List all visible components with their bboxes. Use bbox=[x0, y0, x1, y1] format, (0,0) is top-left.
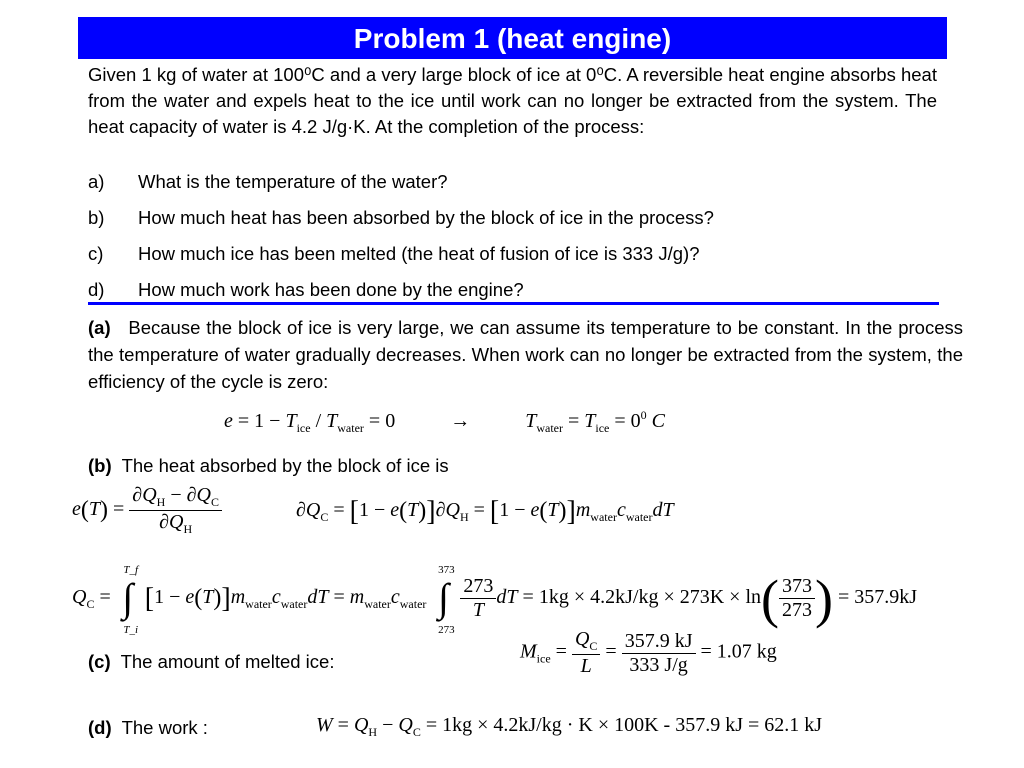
question-text: How much heat has been absorbed by the block of ice in the process? bbox=[138, 207, 714, 228]
ln-numerator: 373 bbox=[779, 575, 815, 599]
qc-result: = 357.9kJ bbox=[837, 586, 918, 608]
answer-label: (c) bbox=[88, 651, 111, 672]
integral-2: 373 ∫ 273 bbox=[431, 578, 455, 618]
answer-text: The heat absorbed by the block of ice is bbox=[121, 455, 449, 476]
answer-text: The work : bbox=[121, 717, 208, 738]
answer-text: The amount of melted ice: bbox=[120, 651, 335, 672]
question-letter: a) bbox=[88, 171, 105, 192]
slide-title: Problem 1 (heat engine) bbox=[78, 17, 947, 59]
heat-relation: $\partial Q_C = [1 - e(T)]\partial Q_H = [1 - e(T)]m_{water}c_{water}dT$ bbox=[296, 496, 674, 527]
question-b bbox=[88, 206, 714, 230]
answer-b bbox=[88, 452, 963, 479]
answer-text: Because the block of ice is very large, we can assume its temperature to be constant. In the process the temperature of water gradually decreases. When work can no longer be extracted from the system, the efficiency of the cycle is zero: bbox=[88, 317, 963, 392]
problem-statement: Given 1 kg of water at 100⁰C and a very large block of ice at 0⁰C. A reversible heat engine absorbs heat from the water and expels heat to the ice until work can no longer be extracted from the system. The heat capacity of water is 4.2 J/g·K. At the completion of the process: bbox=[88, 64, 937, 137]
answer-label: (b) bbox=[88, 455, 112, 476]
answer-label: (a) bbox=[88, 317, 111, 338]
question-a bbox=[88, 170, 448, 194]
heat-integral: $Q_C$ = T_f ∫ T_i $[1 - e(T)]m_{water}c_{water}dT = m_{water}c_{water}$ 373 ∫ 273 $\frac{273}{T}$ dT = 1kg × 4.2kJ/kg × 273K × ln( $\frac{373}{273}$ ) = 357.9kJ bbox=[72, 564, 918, 637]
mice-denominator: 333 J/g bbox=[629, 653, 688, 676]
work-equation: $W = Q_H - Q_C = 1kg \times 4.2kJ/kg \cdot K \times 100K - 357.9$ kJ = 62.1 kJ bbox=[316, 714, 823, 739]
integral-lower: T_i bbox=[123, 624, 139, 637]
ln-denominator: 273 bbox=[782, 598, 812, 621]
question-text: How much work has been done by the engine? bbox=[138, 279, 524, 300]
question-letter: c) bbox=[88, 243, 104, 264]
question-d bbox=[88, 278, 524, 302]
mice-result: = 1.07 kg bbox=[700, 640, 777, 663]
integral-upper: 373 bbox=[438, 564, 455, 577]
mice-numerator: 357.9 kJ bbox=[622, 630, 696, 654]
question-letter: b) bbox=[88, 207, 105, 228]
melted-ice-equation: $M_{ice}$ = $\frac{Q_C}{L}$ = $\frac{357.9 kJ}{333 J/g}$ = 1.07 kg bbox=[520, 628, 777, 677]
efficiency-equation: $e = 1 - T_{ice} / T_{water} = 0 \to T_{water} = T_{ice} = 0^0$ C bbox=[224, 408, 666, 435]
work-result: = 1kg × 4.2kJ/kg · K × 100K - 357.9 kJ = 62.1 kJ bbox=[425, 714, 823, 736]
integral-lower: 273 bbox=[438, 624, 455, 637]
efficiency-definition: e(T) = $\frac{\partial Q_H - \partial Q_C}{\partial Q_H}$ bbox=[72, 484, 222, 537]
question-c bbox=[88, 242, 699, 266]
question-text: What is the temperature of the water? bbox=[138, 171, 448, 192]
question-text: How much ice has been melted (the heat of fusion of ice is 333 J/g)? bbox=[138, 243, 700, 264]
integral-upper: T_f bbox=[123, 564, 139, 577]
answer-a bbox=[88, 314, 963, 395]
answer-label: (d) bbox=[88, 717, 112, 738]
question-letter: d) bbox=[88, 279, 105, 300]
integral-1: T_f ∫ T_i bbox=[122, 564, 139, 637]
section-divider bbox=[88, 302, 939, 305]
